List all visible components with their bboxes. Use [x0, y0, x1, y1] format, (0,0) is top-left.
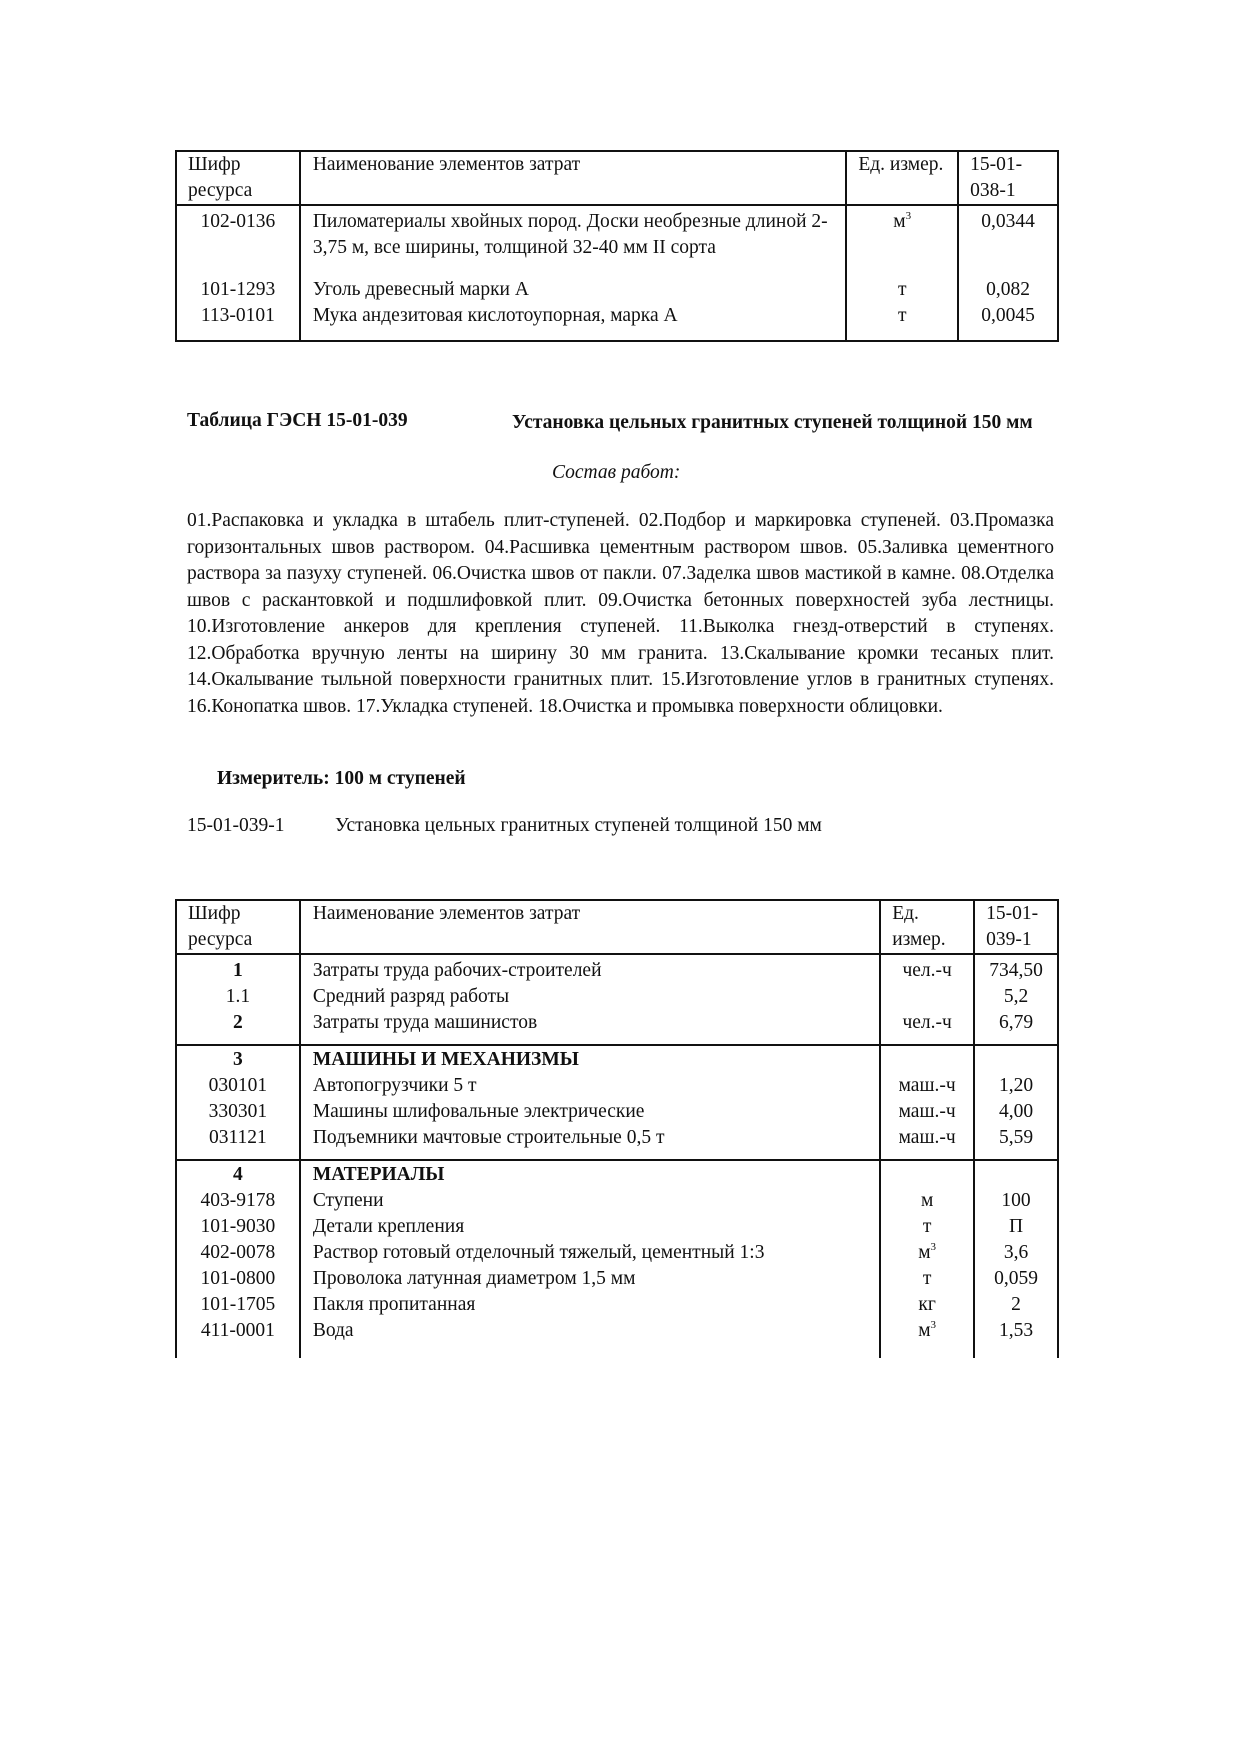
resource-name: Машины шлифовальные электрические: [300, 1099, 880, 1125]
table-header-row: [176, 151, 1058, 205]
resource-unit: маш.-ч: [880, 1125, 974, 1160]
norm-item-code: 15-01-039-1: [187, 815, 285, 836]
table-row: [176, 1266, 1058, 1292]
resource-name: Раствор готовый отделочный тяжелый, цементный 1:3: [300, 1240, 880, 1266]
header-name: Наименование элементов затрат: [300, 900, 880, 954]
resource-table-15-01-038: [175, 150, 1059, 342]
table-header-row: [176, 900, 1058, 954]
resource-value: 0,0045: [958, 303, 1058, 341]
resource-code: 1: [176, 954, 300, 984]
resource-code: 1.1: [176, 984, 300, 1010]
resource-unit: [880, 1160, 974, 1188]
header-unit: Ед. измер.: [880, 900, 974, 954]
resource-name: Затраты труда машинистов: [300, 1010, 880, 1045]
table-row: [176, 1010, 1058, 1045]
resource-name: Уголь древесный марки А: [300, 277, 847, 303]
resource-value: 0,059: [974, 1266, 1058, 1292]
works-heading: Состав работ:: [552, 462, 681, 483]
table-row: [176, 984, 1058, 1010]
resource-value: 100: [974, 1188, 1058, 1214]
resource-name: Вода: [300, 1318, 880, 1358]
resource-code: 102-0136: [176, 205, 300, 277]
resource-code: 030101: [176, 1073, 300, 1099]
resource-unit: чел.-ч: [880, 1010, 974, 1045]
norm-item-name: Установка цельных гранитных ступеней толщиной 150 мм: [335, 815, 822, 836]
resource-name: Детали крепления: [300, 1214, 880, 1240]
norm-item-line: [187, 815, 822, 837]
resource-value: 5,59: [974, 1125, 1058, 1160]
resource-name: Пиломатериалы хвойных пород. Доски необрезные длиной 2-3,75 м, все ширины, толщиной 32-40 мм II сорта: [300, 205, 847, 277]
resource-unit: т: [880, 1266, 974, 1292]
table-row: [176, 277, 1058, 303]
resource-unit: т: [846, 277, 958, 303]
header-code: Шифр ресурса: [176, 900, 300, 954]
header-norm: 15-01-038-1: [958, 151, 1058, 205]
resource-unit: [880, 984, 974, 1010]
resource-value: 1,53: [974, 1318, 1058, 1358]
resource-value: 734,50: [974, 954, 1058, 984]
resource-value: [974, 1160, 1058, 1188]
resource-code: 2: [176, 1010, 300, 1045]
header-code: Шифр ресурса: [176, 151, 300, 205]
resource-code: 101-0800: [176, 1266, 300, 1292]
resource-name: Проволока латунная диаметром 1,5 мм: [300, 1266, 880, 1292]
resource-code: 031121: [176, 1125, 300, 1160]
table-row: [176, 1318, 1058, 1358]
header-name: Наименование элементов затрат: [300, 151, 847, 205]
section-heading-materials: МАТЕРИАЛЫ: [300, 1160, 880, 1188]
resource-code: 101-1293: [176, 277, 300, 303]
resource-unit: м: [880, 1188, 974, 1214]
resource-table-15-01-039: [175, 899, 1059, 1358]
meter-label: Измеритель: 100 м ступеней: [217, 768, 466, 789]
table-row: [176, 954, 1058, 984]
resource-unit: $м^3$: [880, 1240, 974, 1266]
header-norm: 15-01-039-1: [974, 900, 1058, 954]
resource-value: 6,79: [974, 1010, 1058, 1045]
table-row: [176, 1188, 1058, 1214]
resource-unit: $м^3$: [846, 205, 958, 277]
resource-code: 101-9030: [176, 1214, 300, 1240]
resource-value: 4,00: [974, 1099, 1058, 1125]
table-row: [176, 1292, 1058, 1318]
resource-code: 3: [176, 1045, 300, 1073]
table-row: [176, 205, 1058, 277]
resource-name: Затраты труда рабочих-строителей: [300, 954, 880, 984]
resource-code: 101-1705: [176, 1292, 300, 1318]
resource-name: Подъемники мачтовые строительные 0,5 т: [300, 1125, 880, 1160]
resource-unit: [880, 1045, 974, 1073]
resource-name: Пакля пропитанная: [300, 1292, 880, 1318]
resource-unit: чел.-ч: [880, 954, 974, 984]
table-row: [176, 1099, 1058, 1125]
works-description: 01.Распаковка и укладка в штабель плит-ступеней. 02.Подбор и маркировка ступеней. 03.Промазка горизонтальных швов раствором. 04.Расшивка цементным раствором швов. 05.Заливка цементного раствора за пазуху ступеней. 06.Очистка швов от пакли. 07.Заделка швов мастикой в камне. 08.Отделка швов с раскантовкой и подшлифовкой плит. 09.Очистка бетонных поверхностей зуба лестницы. 10.Изготовление анкеров для крепления ступеней. 11.Выколка гнезд-отверстий в ступенях. 12.Обработка вручную ленты на ширину 30 мм гранита. 13.Скалывание кромки тесаных плит. 14.Окалывание тыльной поверхности гранитных плит. 15.Изготовление углов в гранитных ступенях. 16.Конопатка швов. 17.Укладка ступеней. 18.Очистка и промывка поверхности облицовки.: [187, 510, 1054, 717]
table-row: [176, 1214, 1058, 1240]
table-name: Установка цельных гранитных ступеней толщиной 150 мм: [512, 412, 1033, 433]
resource-value: 3,6: [974, 1240, 1058, 1266]
resource-code: 411-0001: [176, 1318, 300, 1358]
resource-code: 4: [176, 1160, 300, 1188]
resource-name: Автопогрузчики 5 т: [300, 1073, 880, 1099]
section-heading-machines: МАШИНЫ И МЕХАНИЗМЫ: [300, 1045, 880, 1073]
resource-unit: т: [846, 303, 958, 341]
resource-value: 0,082: [958, 277, 1058, 303]
resource-unit: т: [880, 1214, 974, 1240]
table-row: [176, 1240, 1058, 1266]
resource-name: Средний разряд работы: [300, 984, 880, 1010]
resource-value: 2: [974, 1292, 1058, 1318]
resource-unit: маш.-ч: [880, 1099, 974, 1125]
resource-name: Мука андезитовая кислотоупорная, марка А: [300, 303, 847, 341]
table-row: [176, 1073, 1058, 1099]
resource-code: 403-9178: [176, 1188, 300, 1214]
resource-value: 0,0344: [958, 205, 1058, 277]
resource-unit: $м^3$: [880, 1318, 974, 1358]
resource-value: 1,20: [974, 1073, 1058, 1099]
header-unit: Ед. измер.: [846, 151, 958, 205]
resource-value: [974, 1045, 1058, 1073]
resource-name: Ступени: [300, 1188, 880, 1214]
resource-value: П: [974, 1214, 1058, 1240]
resource-unit: кг: [880, 1292, 974, 1318]
table-row: [176, 1045, 1058, 1073]
resource-code: 330301: [176, 1099, 300, 1125]
resource-value: 5,2: [974, 984, 1058, 1010]
table-row: [176, 1160, 1058, 1188]
table-title: Таблица ГЭСН 15-01-039: [187, 410, 408, 431]
table-row: [176, 1125, 1058, 1160]
table-row: [176, 303, 1058, 341]
resource-code: 113-0101: [176, 303, 300, 341]
resource-code: 402-0078: [176, 1240, 300, 1266]
resource-unit: маш.-ч: [880, 1073, 974, 1099]
